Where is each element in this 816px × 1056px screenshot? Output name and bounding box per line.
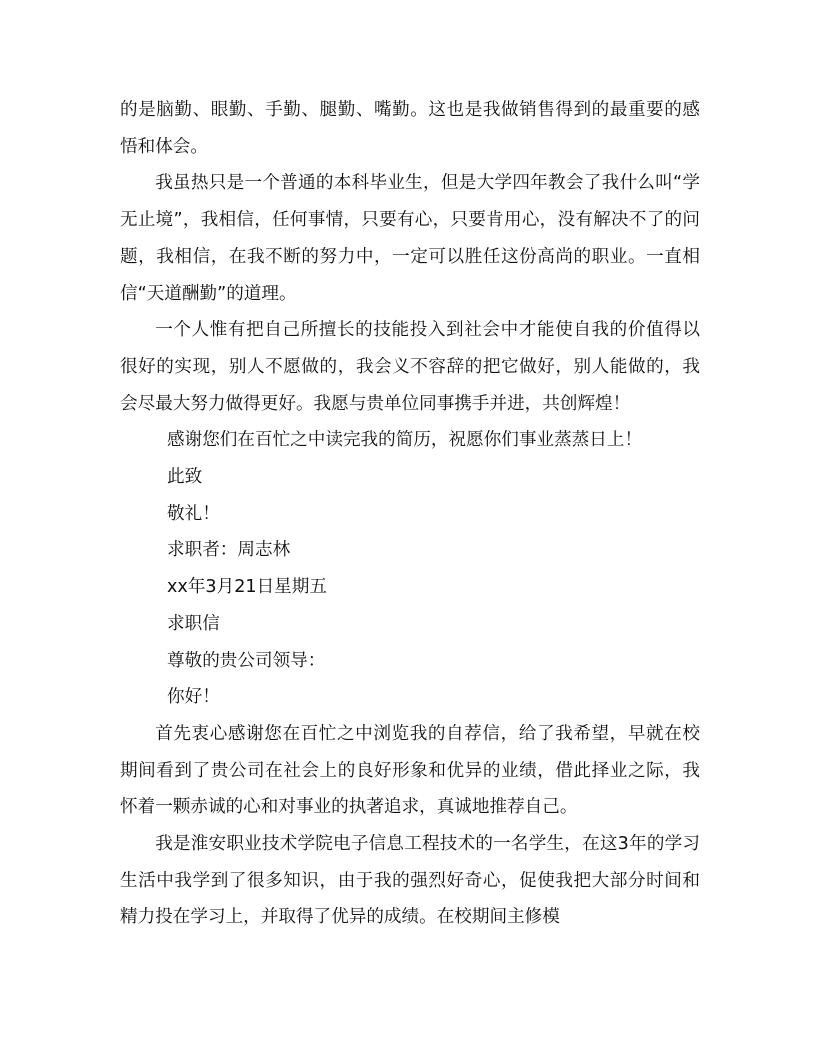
letter-greeting: 你好！ [167,687,220,708]
document-page [120,92,700,936]
paragraph-2: 我虽热只是一个普通的本科毕业生，但是大学四年教会了我什么叫“学无止境”，我相信，任何事情，只要有心，只要肯用心，没有解决不了的问题，我相信，在我不断的努力中，一定可以胜任这份高尚的职业。一直相信“天道酬勤”的道理。 [120,173,700,304]
paragraph-1: 的是脑勤、眼勤、手勤、腿勤、嘴勤。这也是我做销售得到的最重要的感悟和体会。 [120,100,700,157]
paragraph-intro: 首先衷心感谢您在百忙之中浏览我的自荐信，给了我希望，早就在校期间看到了贵公司在社会上的良好形象和优异的业绩，借此择业之际，我怀着一颗赤诚的心和对事业的执著追求，真诚地推荐自己。 [120,723,700,818]
thanks-line: 感谢您们在百忙之中读完我的简历，祝愿你们事业蒸蒸日上！ [167,430,643,451]
closing-respect: 敬礼！ [167,503,220,524]
section-title: 求职信 [167,613,220,634]
applicant-signature: 求职者：周志林 [167,540,291,561]
closing-salutation: 此致 [167,467,203,488]
letter-date: xx年3月21日星期五 [167,577,327,598]
letter-addressee: 尊敬的贵公司领导： [167,650,326,671]
paragraph-3: 一个人惟有把自己所擅长的技能投入到社会中才能使自我的价值得以很好的实现，别人不愿做的，我会义不容辞的把它做好，别人能做的，我会尽最大努力做得更好。我愿与贵单位同事携手并进，共创辉煌！ [120,320,700,414]
paragraph-background: 我是淮安职业技术学院电子信息工程技术的一名学生，在这3年的学习生活中我学到了很多知识，由于我的强烈好奇心，促使我把大部分时间和精力投在学习上，并取得了优异的成绩。在校期间主修模 [120,834,700,928]
